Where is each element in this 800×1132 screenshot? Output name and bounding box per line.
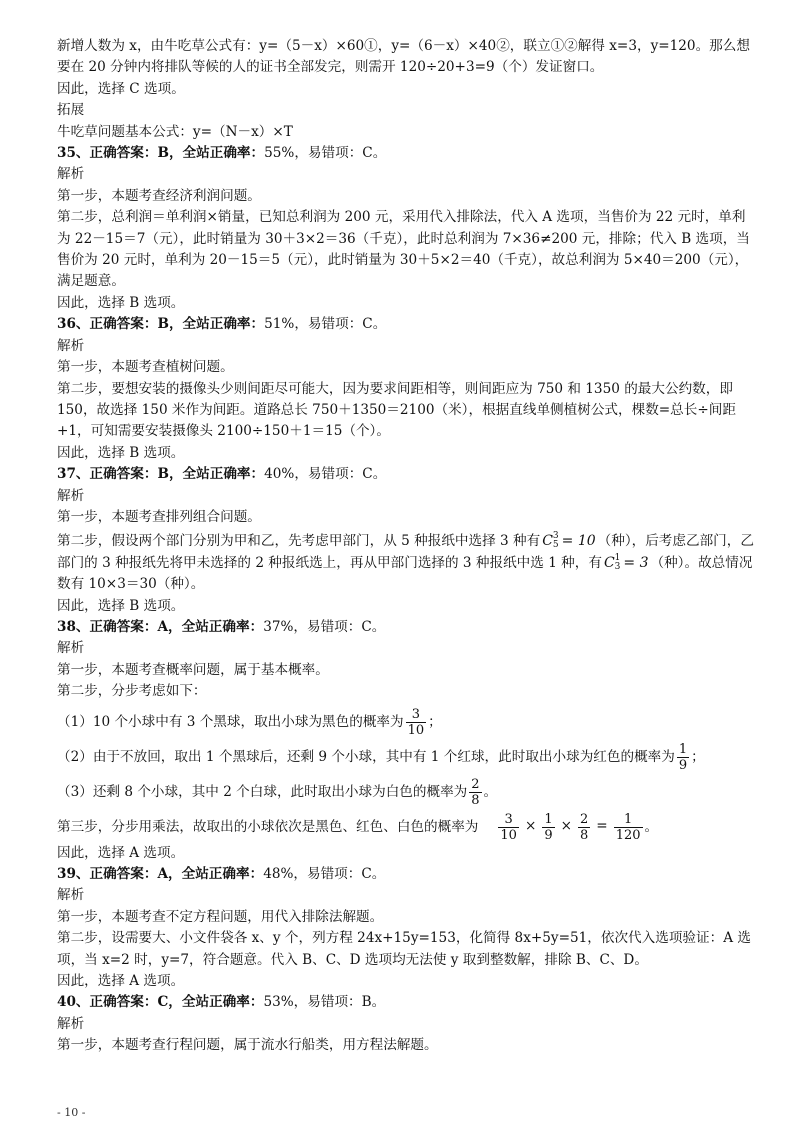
q36-analysis-label: 解析 <box>57 337 85 354</box>
q35-step1: 第一步，本题考查经济利润问题。 <box>57 187 261 204</box>
q35-conclusion: 因此，选择 B 选项。 <box>57 294 185 311</box>
document-body <box>57 36 757 1057</box>
fraction-3-10-product: $\frac{3}{10}$ <box>500 811 517 843</box>
q39-step2: 第二步，设需要大、小文件袋各 x、y 个，列方程 24x+15y=153，化简得 8x+5y=51，依次代入选项验证：A 选项，当 x=2 时，y=7，符合题意。代入 B、C、D 选项均无法使 y 取到整数解，排除 B、C、D。 <box>57 930 751 968</box>
combination-c-3-1: C 1 3 = 3 <box>603 552 649 572</box>
extension-formula: 牛吃草问题基本公式：y=（N－x）×T <box>57 123 293 140</box>
q36-conclusion: 因此，选择 B 选项。 <box>57 444 185 461</box>
q37-conclusion: 因此，选择 B 选项。 <box>57 597 185 614</box>
fraction-1-120-result: $\frac{1}{120}$ <box>615 811 641 843</box>
q39-analysis-label: 解析 <box>57 887 85 904</box>
q40-analysis-label: 解析 <box>57 1015 85 1032</box>
q39-step1: 第一步，本题考查不定方程问题，用代入排除法解题。 <box>57 908 384 925</box>
intro-paragraph: 新增人数为 x，由牛吃草公式有：y=（5－x）×60①，y=（6－x）×40②，联立①②解得 x=3，y=120。那么想要在 20 分钟内将排队等候的人的证书全部发完，则需开 120÷20+3=9（个）发证窗口。 <box>57 38 750 76</box>
q38-item3: （3）还剩 8 个小球，其中 2 个白球，此时取出小球为白色的概率为 $\frac{2}{8}$ 。 <box>57 776 498 808</box>
q36-header: 36、正确答案：B，全站正确率：51%，易错项：C。 <box>57 316 387 333</box>
q38-conclusion: 因此，选择 A 选项。 <box>57 844 185 861</box>
combination-c-5-3: C 3 5 = 10 <box>542 531 596 551</box>
q39-conclusion: 因此，选择 A 选项。 <box>57 973 185 990</box>
q37-step2: 第二步，假设两个部门分别为甲和乙，先考虑甲部门，从 5 种报纸中选择 3 种有 C 3 5 = 10 （种），后考虑乙部门，乙部门的 3 种报纸先将甲未选择的 2 种报纸选上，再从甲部门选择的 3 种报纸中选 1 种，有 C 1 3 = 3 （种）。故总情况数有 10×3＝30（种）。 <box>57 531 754 593</box>
intro-conclusion: 因此，选择 C 选项。 <box>57 80 185 97</box>
q38-header: 38、正确答案：A，全站正确率：37%，易错项：C。 <box>57 618 386 635</box>
q36-step1: 第一步，本题考查植树问题。 <box>57 359 234 376</box>
q37-header: 37、正确答案：B，全站正确率：40%，易错项：C。 <box>57 466 387 483</box>
fraction-3-10: $\frac{3}{10}$ <box>407 706 425 738</box>
q35-analysis-label: 解析 <box>57 166 85 183</box>
q38-step2: 第二步，分步考虑如下： <box>57 683 207 700</box>
q38-step3: 第三步，分步用乘法，故取出的小球依次是黑色、红色、白色的概率为 $\frac{3}{10}$ × $\frac{1}{9}$ × $\frac{2}{8}$ = $\frac{1}{120}$ 。 <box>57 811 659 843</box>
q36-step2: 第二步，要想安装的摄像头少则间距尽可能大，因为要求间距相等，则间距应为 750 和 1350 的最大公约数，即 150，故选择 150 米作为间距。道路总长 750＋1350＝2100（米），根据直线单侧植树公式，棵数=总长÷间距+1，可知需要安装摄像头 2100÷150＋1＝15（个）。 <box>57 380 736 440</box>
q38-analysis-label: 解析 <box>57 640 85 657</box>
fraction-1-9-product: $\frac{1}{9}$ <box>544 811 553 843</box>
q38-step1: 第一步，本题考查概率问题，属于基本概率。 <box>57 661 329 678</box>
q37-step1: 第一步，本题考查排列组合问题。 <box>57 508 261 525</box>
q40-step1: 第一步，本题考查行程问题，属于流水行船类，用方程法解题。 <box>57 1037 438 1054</box>
fraction-2-8-product: $\frac{2}{8}$ <box>580 811 589 843</box>
probability-product-equation: $\frac{3}{10}$ × $\frac{1}{9}$ × $\frac{2}{8}$ = $\frac{1}{120}$ <box>500 811 641 843</box>
page-number: - 10 - <box>57 1106 86 1119</box>
extension-heading: 拓展 <box>57 102 85 119</box>
q35-step2: 第二步，总利润＝单利润×销量，已知总利润为 200 元，采用代入排除法，代入 A 选项，当售价为 22 元时，单利为 22－15＝7（元），此时销量为 30＋3×2＝36（千克），此时总利润为 7×36≠200 元，排除；代入 B 选项，当售价为 20 元时，单利为 20－15＝5（元），此时销量为 30＋5×2＝40（千克），故总利润为 5×40＝200（元），满足题意。 <box>57 209 750 290</box>
fraction-2-8: $\frac{2}{8}$ <box>471 776 480 808</box>
q38-item1: （1）10 个小球中有 3 个黑球，取出小球为黑色的概率为 $\frac{3}{10}$ ； <box>57 706 442 738</box>
q37-analysis-label: 解析 <box>57 487 85 504</box>
fraction-1-9: $\frac{1}{9}$ <box>678 741 688 773</box>
q40-header: 40、正确答案：C，全站正确率：53%，易错项：B。 <box>57 994 386 1011</box>
q39-header: 39、正确答案：A，全站正确率：48%，易错项：C。 <box>57 866 386 882</box>
q38-item2: （2）由于不放回，取出 1 个黑球后，还剩 9 个小球，其中有 1 个红球，此时取出小球为红色的概率为 $\frac{1}{9}$ ； <box>57 741 705 773</box>
q35-header: 35、正确答案：B，全站正确率：55%，易错项：C。 <box>57 145 387 162</box>
